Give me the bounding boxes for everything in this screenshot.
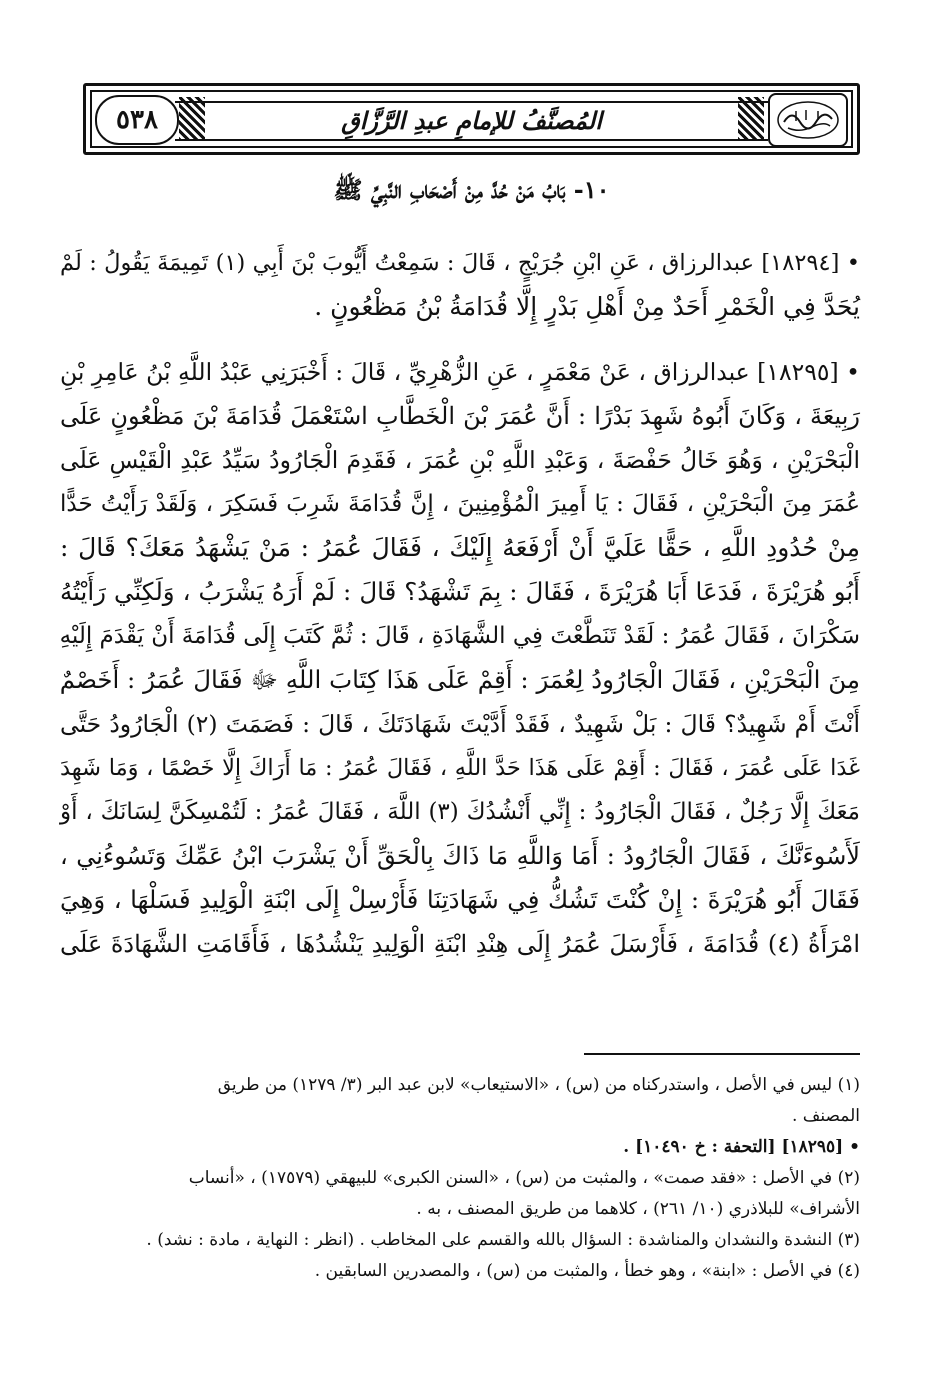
text-line: سَكْرَانَ ، فَقَالَ عُمَرُ : لَقَدْ تَنَطَّعْتَ فِي الشَّهَادَةِ ، قَالَ : ثُمَّ كَتَبَ إِلَى قُدَامَةَ أَنْ يَقْدَمَ إِلَيْهِ <box>59 623 860 649</box>
text-line: غَدَا عَلَى عُمَرَ ، فَقَالَ : أَقِمْ عَلَى هَذَا حَدَّ اللَّهِ ، فَقَالَ عُمَرُ : مَا أَرَاكَ إِلَّا خَصْمًا ، وَمَا شَهِدَ <box>60 755 860 781</box>
text-line: امْرَأَةُ (٤) قُدَامَةَ ، فَأَرْسَلَ عُمَرُ إِلَى هِنْدِ ابْنَةِ الْوَلِيدِ يَنْشُدُهَا ، فَأَقَامَتِ الشَّهَادَةَ عَلَى <box>60 930 860 958</box>
footnote-line: الأشراف» للبلاذري (١٠/ ٢٦١) ، كلاهما من طريق المصنف ، به . <box>416 1199 860 1219</box>
text-line: أَبُو هُرَيْرَةَ ، فَدَعَا أَبَا هُرَيْرَةَ ، فَقَالَ : بِمَ تَشْهَدُ؟ قَالَ : لَمْ أَرَهُ يَشْرَبُ ، وَلَكِنِّي رَأَيْتُهُ <box>60 577 860 606</box>
text-line: • [١٨٢٩٤] عبدالرزاق ، عَنِ ابْنِ جُرَيْجٍ ، قَالَ : سَمِعْتُ أَيُّوبَ بْنَ أَبِي (١) تَمِيمَةَ يَقُولُ : لَمْ <box>60 250 861 276</box>
footnotes <box>60 1070 860 1287</box>
text-line: • [١٨٢٩٥] عبدالرزاق ، عَنْ مَعْمَرٍ ، عَنِ الزُّهْرِيِّ ، قَالَ : أَخْبَرَنِي عَبْدُ اللَّهِ بْنُ عَامِرِ بْنِ <box>60 358 860 386</box>
text-line: رَبِيعَةَ ، وَكَانَ أَبُوهُ شَهِدَ بَدْرًا : أَنَّ عُمَرَ بْنَ الْخَطَّابِ اسْتَعْمَلَ قُدَامَةَ بْنَ مَظْعُونٍ عَلَى <box>60 402 860 430</box>
running-header <box>83 83 860 155</box>
hadith-18295 <box>60 350 860 966</box>
chapter-title: ١٠- بَابُ مَنْ حُدَّ مِنْ أَصْحَابِ النَّبِيِّ ﷺ <box>333 175 610 204</box>
text-line: يُحَدَّ فِي الْخَمْرِ أَحَدٌ مِنْ أَهْلِ بَدْرٍ إِلَّا قُدَامَةُ بْنُ مَظْعُونٍ . <box>314 292 860 321</box>
text-line: لَأَسُوءَنَّكَ ، فَقَالَ الْجَارُودُ : أَمَا وَاللَّهِ مَا ذَاكَ بِالْحَقِّ أَنْ يَشْرَبَ ابْنُ عَمِّكَ وَتَسُوءُنِي ، <box>60 842 860 870</box>
text-line: فَقَالَ أَبُو هُرَيْرَةَ : إِنْ كُنْتَ تَشُكُّ فِي شَهَادَتِنَا فَأَرْسِلْ إِلَى ابْنَةِ الْوَلِيدِ فَسَلْهَا ، وَهِيَ <box>60 885 860 914</box>
text-line: مَعَكَ إِلَّا رَجُلٌ ، فَقَالَ الْجَارُودُ : إِنِّي أَنْشُدُكَ (٣) اللَّهَ ، فَقَالَ عُمَرُ : لَتُمْسِكَنَّ لِسَانَكَ ، أَوْ <box>60 799 860 825</box>
footnote-separator <box>584 1053 860 1055</box>
book-title: المُصنَّفُ للإمامِ عبدِ الرَّزَّاقِ <box>341 106 602 135</box>
footnote-line: (٤) في الأصل : «ابنة» ، وهو خطأ ، والمثبت من (س) ، والمصدرين السابقين . <box>314 1261 860 1281</box>
text-line: أَنْتَ أَمْ شَهِيدٌ؟ قَالَ : بَلْ شَهِيدٌ ، فَقَدْ أَدَّيْتَ شَهَادَتَكَ ، قَالَ : فَصَمَتَ (٢) الْجَارُودُ حَتَّى <box>60 710 860 738</box>
page-number: ٥٣٨ <box>95 95 179 145</box>
hadith-18294 <box>60 241 860 329</box>
text-line: مِنَ الْبَحْرَيْنِ ، فَقَالَ الْجَارُودُ لِعُمَرَ : أَقِمْ عَلَى هَذَا كِتَابَ اللَّهِ ﷻ فَقَالَ عُمَرُ : أَخَصْمٌ <box>59 665 860 694</box>
header-title-band <box>175 101 768 141</box>
footnote-line: المصنف . <box>791 1106 860 1126</box>
footnote-line: (١) ليس في الأصل ، واستدركناه من (س) ، «الاستيعاب» لابن عبد البر (٣/ ١٢٧٩) من طريق <box>217 1075 860 1095</box>
footnote-line: • [١٨٢٩٥] [التحفة : خ ١٠٤٩٠] . <box>623 1137 860 1157</box>
publisher-seal-icon <box>768 93 848 147</box>
footnote-line: (٢) في الأصل : «فقد صمت» ، والمثبت من (س) ، «السنن الكبرى» للبيهقي (١٧٥٧٩) ، «أنساب <box>188 1168 860 1188</box>
footnote-line: (٣) النشدة والنشدان والمناشدة : السؤال بالله والقسم على المخاطب . (انظر : النهاية ، مادة : نشد) . <box>146 1230 860 1250</box>
text-line: عُمَرَ مِنَ الْبَحْرَيْنِ ، فَقَالَ : يَا أَمِيرَ الْمُؤْمِنِينَ ، إِنَّ قُدَامَةَ شَرِبَ فَسَكِرَ ، وَلَقَدْ رَأَيْتُ حَدًّا <box>60 491 860 517</box>
text-line: مِنْ حُدُودِ اللَّهِ ، حَقًّا عَلَيَّ أَنْ أَرْفَعَهُ إِلَيْكَ ، فَقَالَ عُمَرُ : مَنْ يَشْهَدُ مَعَكَ؟ قَالَ : <box>60 533 860 562</box>
text-line: الْبَحْرَيْنِ ، وَهُوَ خَالُ حَفْصَةَ ، وَعَبْدِ اللَّهِ بْنِ عُمَرَ ، فَقَدِمَ الْجَارُودُ سَيِّدُ عَبْدِ الْقَيْسِ عَلَى <box>60 446 860 474</box>
seal-calligraphy-icon <box>770 95 846 145</box>
